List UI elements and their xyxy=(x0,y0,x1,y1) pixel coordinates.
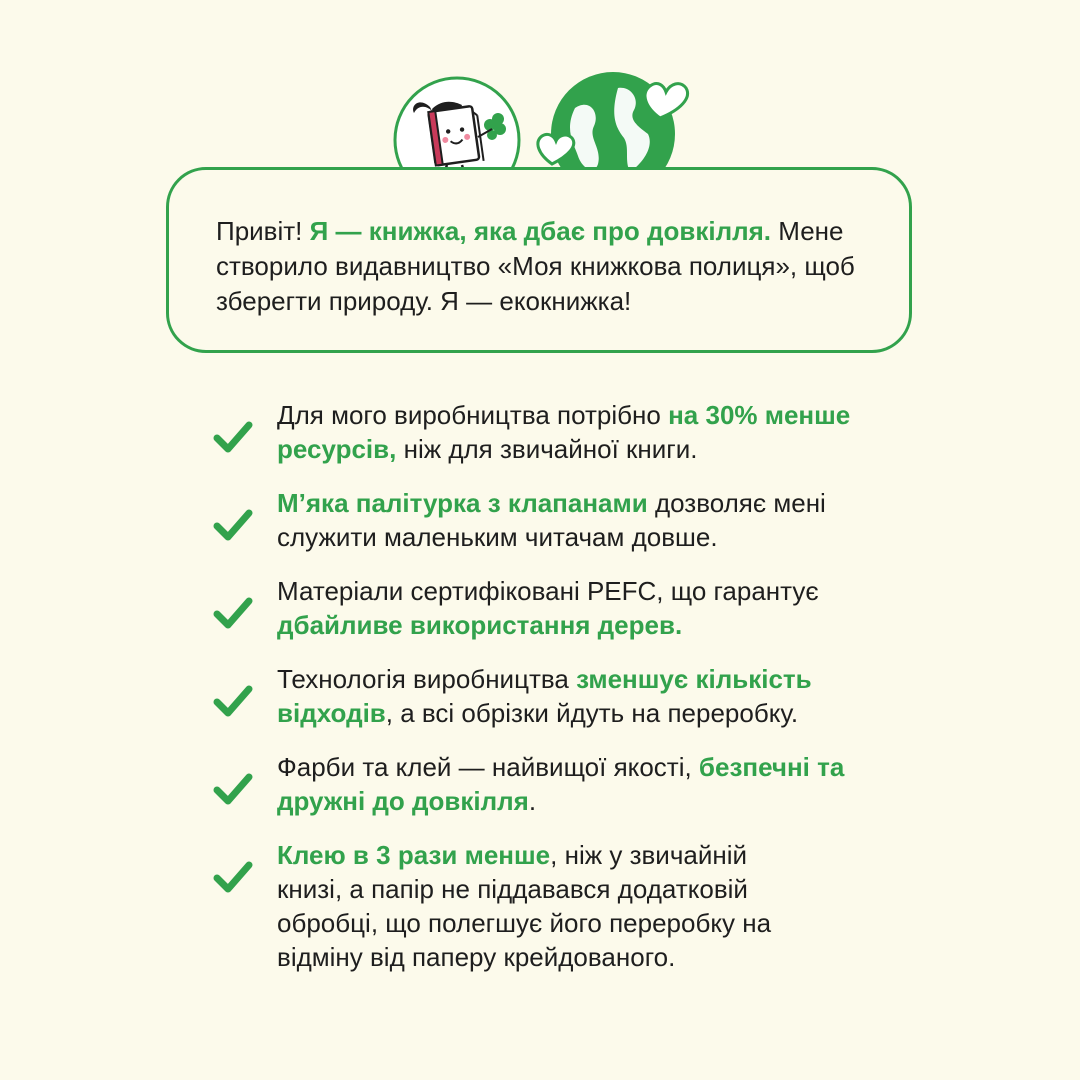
check-icon xyxy=(213,596,253,630)
intro-text xyxy=(216,214,876,319)
item-text-c: дозволяє мені служити маленьким читачам довше. xyxy=(277,488,826,552)
item-text-highlight: дбайливе використання дерев. xyxy=(277,610,683,640)
intro-greeting: Привіт! xyxy=(216,216,310,246)
list-item-text xyxy=(277,486,897,554)
check-icon xyxy=(213,684,253,718)
check-icon xyxy=(213,772,253,806)
list-item-text xyxy=(277,750,897,818)
item-text-c: , а всі обрізки йдуть на переробку. xyxy=(385,698,799,728)
item-text-a: Матеріали сертифіковані PEFC, що гарантує xyxy=(277,576,819,606)
item-text-c: , ніж у звичайній книзі, а папір не піддавався додатковій обробці, що полегшує його переробку на відміну від паперу крейдованого. xyxy=(277,840,772,972)
item-text-highlight: М’яка палітурка з клапанами xyxy=(277,488,648,518)
list-item-text xyxy=(277,398,897,466)
item-text-highlight: Клею в 3 рази менше xyxy=(277,840,551,870)
intro-highlight: Я — книжка, яка дбає про довкілля. xyxy=(309,216,772,246)
check-icon xyxy=(213,508,253,542)
list-item-text xyxy=(277,838,817,974)
list-item-text xyxy=(277,662,897,730)
item-text-a: Фарби та клей — найвищої якості, xyxy=(277,752,699,782)
check-icon xyxy=(213,860,253,894)
list-item-text xyxy=(277,574,897,642)
item-text-highlight: безпечні та дружні до довкілля xyxy=(277,752,845,816)
item-text-highlight: зменшує кількість відходів xyxy=(277,664,812,728)
item-text-highlight: на 30% менше ресурсів, xyxy=(277,400,851,464)
intro-bubble xyxy=(166,167,912,353)
item-text-a: Технологія виробництва xyxy=(277,664,577,694)
item-text-a: Для мого виробництва потрібно xyxy=(277,400,669,430)
intro-rest: Мене створило видавництво «Моя книжкова полиця», щоб зберегти природу. Я — екокнижка! xyxy=(216,216,855,316)
item-text-c: ніж для звичайної книги. xyxy=(396,434,698,464)
item-text-c: . xyxy=(528,786,537,816)
check-icon xyxy=(213,420,253,454)
